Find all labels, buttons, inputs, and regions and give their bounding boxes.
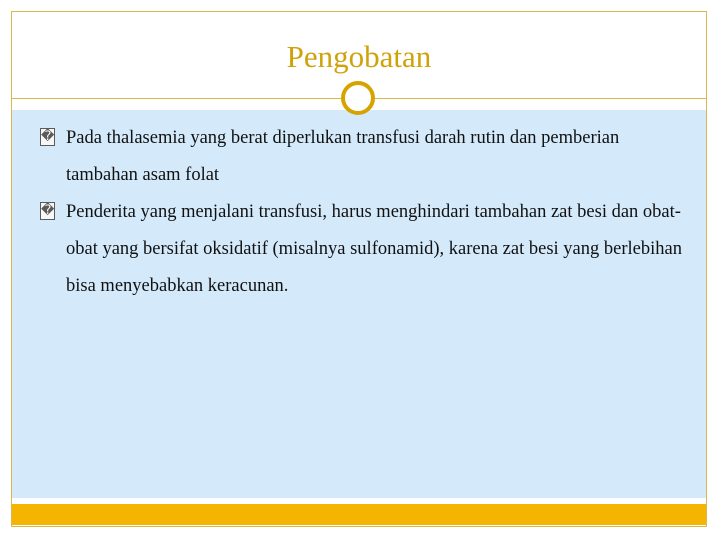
ring-icon xyxy=(341,81,375,115)
bullet-list xyxy=(41,120,688,305)
bullet-item-transfusion xyxy=(41,120,688,194)
slide-frame xyxy=(11,11,707,527)
replacement-character-icon: � xyxy=(41,203,55,218)
bullet-text: Pada thalasemia yang berat diperlukan transfusi darah rutin dan pemberian tambahan asam folat xyxy=(66,128,620,185)
bullet-item-iron-warning xyxy=(41,194,688,305)
slide-title: Pengobatan xyxy=(286,39,432,74)
replacement-character-icon: � xyxy=(41,129,55,144)
bullet-text: Penderita yang menjalani transfusi, harus menghindari tambahan zat besi dan obat-obat yang bersifat oksidatif (misalnya sulfonamid), karena zat besi yang berlebihan bisa menyebabkan keracunan. xyxy=(66,202,682,296)
footer-accent-bar xyxy=(12,504,706,525)
